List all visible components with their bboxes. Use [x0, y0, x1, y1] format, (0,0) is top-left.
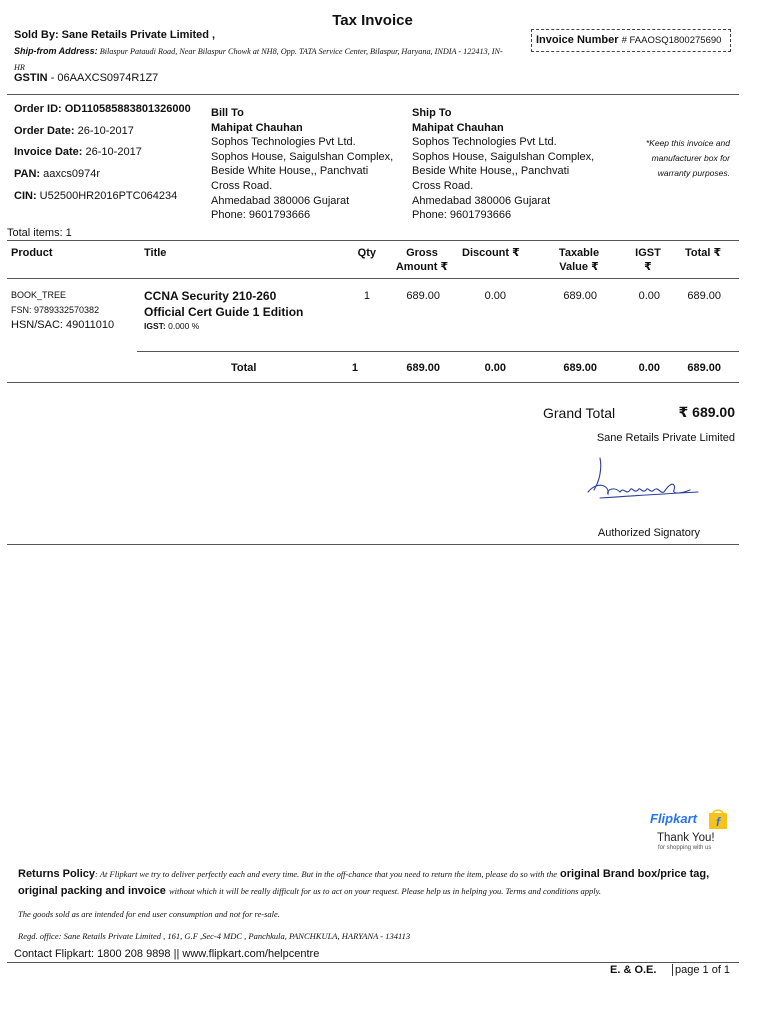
totals-label: Total [231, 362, 257, 374]
total-items: Total items: 1 [7, 227, 72, 239]
col-header-product: Product [11, 247, 53, 259]
totals-total: 689.00 [687, 362, 721, 374]
returns-policy-emphasis: original Brand box/price tag, original packing and invoice [18, 868, 710, 897]
totals-qty: 1 [351, 362, 358, 374]
row-taxable: 689.00 [563, 290, 597, 302]
invoice-date [14, 146, 142, 158]
cin-label: CIN: [14, 190, 37, 202]
col-header-igst-line: IGST [635, 247, 661, 259]
row-igst-rate [144, 321, 199, 331]
invoice-number-box [531, 29, 731, 52]
errors-omissions-excepted: E. & O.E. [610, 964, 657, 976]
warranty-note [600, 136, 730, 181]
returns-policy-text: without which it will be really difficult for us to act on your request. Please help us in helping you. Terms and conditions apply. [168, 886, 602, 896]
registered-office-label: Regd. office: [18, 931, 62, 941]
divider [7, 962, 739, 963]
ship-to-line: Sophos Technologies Pvt Ltd. [412, 136, 557, 149]
row-product: BOOK_TREE [11, 290, 67, 300]
bill-to-line: Sophos House, Saigulshan Complex, [211, 150, 394, 163]
row-title-line-2: Official Cert Guide 1 Edition [144, 305, 304, 319]
totals-igst: 0.00 [638, 362, 660, 374]
col-header-gross-amount [390, 246, 454, 274]
gstin-value: - 06AAXCS0974R1Z7 [50, 72, 159, 84]
col-header-title: Title [144, 247, 167, 259]
grand-total-label: Grand Total [543, 405, 616, 421]
contact-info: Contact Flipkart: 1800 208 9898 || www.flipkart.com/helpcentre [14, 948, 320, 960]
invoice-number-label: Invoice Number [536, 34, 619, 46]
col-header-taxable-line: Taxable [558, 247, 600, 259]
seller-name: Sane Retails Private Limited [596, 432, 735, 444]
authorized-signatory: Authorized Signatory [597, 527, 700, 539]
row-igst-label: IGST: [144, 321, 166, 331]
row-gross: 689.00 [406, 290, 440, 302]
pan [14, 168, 100, 180]
invoice-number-value: # FAAOSQ1800275690 [621, 35, 722, 46]
ship-to-line: Ahmedabad 380006 Gujarat [412, 194, 551, 207]
bill-to-name: Mahipat Chauhan [211, 121, 303, 134]
gstin-label: GSTIN [14, 72, 48, 84]
flipkart-logo [650, 808, 730, 853]
divider [7, 240, 739, 241]
row-total: 689.00 [687, 290, 721, 302]
divider [7, 544, 739, 545]
row-igst-rate-value: 0.000 % [168, 321, 200, 331]
cin [14, 190, 177, 202]
order-id-value: OD110585883801326000 [64, 103, 191, 115]
order-date-label: Order Date: [14, 125, 75, 137]
totals-gross: 689.00 [406, 362, 440, 374]
divider [137, 351, 739, 352]
row-fsn: FSN: 9789332570382 [11, 305, 100, 315]
svg-text:f: f [716, 815, 720, 829]
row-discount: 0.00 [484, 290, 506, 302]
cin-value: U52500HR2016PTC064234 [39, 190, 178, 202]
warranty-note-line: manufacturer box for [651, 153, 730, 163]
bill-to-phone: Phone: 9601793666 [211, 209, 311, 222]
ship-to-line: Cross Road. [412, 179, 474, 192]
ship-to-phone: Phone: 9601793666 [412, 209, 512, 222]
bill-to-line: Cross Road. [211, 179, 273, 192]
registered-office [18, 931, 410, 941]
divider [7, 382, 739, 383]
order-date-value: 26-10-2017 [77, 125, 134, 137]
col-header-qty: Qty [357, 247, 376, 259]
pan-label: PAN: [14, 168, 41, 180]
thank-you-subtext: for shopping with us [658, 845, 712, 851]
registered-office-text: Sane Retails Private Limited , 161, G.F ,Sec-4 MDC , Panchkula, PANCHKULA, HARYANA - 134113 [63, 931, 411, 941]
ship-to-line: Sophos House, Saigulshan Complex, [412, 150, 595, 163]
col-header-gross-line: Amount ₹ [395, 261, 449, 273]
bill-to-heading: Bill To [211, 107, 244, 119]
ship-to-line: Beside White House,, Panchvati [412, 165, 570, 178]
row-igst: 0.00 [638, 290, 660, 302]
divider [7, 278, 739, 279]
ship-from-text: Bilaspur Pataudi Road, Near Bilaspur Chowk at NH8, Opp. TATA Service Center, Bilaspur, Haryana, INDIA - 122413, IN-HR [14, 47, 503, 72]
document-title: Tax Invoice [332, 12, 413, 29]
order-id [14, 103, 191, 115]
ship-to-heading: Ship To [412, 107, 452, 119]
col-header-taxable-line: Value ₹ [559, 261, 599, 273]
col-header-taxable-value [550, 246, 608, 274]
ship-to-name: Mahipat Chauhan [412, 121, 504, 134]
divider [7, 94, 739, 95]
warranty-note-line: *Keep this invoice and [645, 138, 730, 148]
gstin [14, 72, 158, 84]
invoice-date-value: 26-10-2017 [85, 146, 142, 158]
returns-policy [18, 866, 730, 900]
consumption-note: The goods sold as are intended for end user consumption and not for re-sale. [18, 909, 280, 919]
bill-to [211, 106, 393, 223]
row-qty: 1 [363, 290, 370, 302]
ship-to [412, 106, 594, 223]
invoice-date-label: Invoice Date: [14, 146, 83, 158]
col-header-gross-line: Gross [406, 247, 438, 259]
col-header-igst-line: ₹ [644, 261, 652, 273]
flipkart-logo-text: Flipkart [650, 811, 697, 826]
page-number: page 1 of 1 [672, 964, 730, 976]
returns-policy-label: Returns Policy [18, 868, 96, 880]
pan-value: aaxcs0974r [43, 168, 101, 180]
returns-policy-text: : At Flipkart we try to deliver perfectly each and every time. But in the off-chance that you need to return the item, please do so with the [95, 869, 557, 879]
thank-you-text: Thank You! [657, 832, 715, 844]
sold-by: Sold By: Sane Retails Private Limited , [14, 29, 216, 41]
col-header-total: Total ₹ [685, 247, 722, 259]
grand-total-value: ₹ 689.00 [678, 404, 735, 420]
bill-to-line: Ahmedabad 380006 Gujarat [211, 194, 350, 207]
bill-to-line: Sophos Technologies Pvt Ltd. [211, 136, 356, 149]
order-id-label: Order ID: [14, 103, 62, 115]
row-title-line-1: CCNA Security 210-260 [144, 289, 277, 303]
col-header-igst [628, 246, 668, 274]
bill-to-line: Beside White House,, Panchvati [211, 165, 369, 178]
shopping-bag-icon [708, 808, 728, 830]
totals-taxable: 689.00 [563, 362, 597, 374]
signature-image [580, 450, 710, 505]
col-header-discount: Discount ₹ [462, 247, 520, 259]
warranty-note-line: warranty purposes. [657, 168, 730, 178]
ship-from-label: Ship-from Address: [14, 46, 98, 56]
row-hsn: HSN/SAC: 49011010 [11, 319, 115, 331]
order-date [14, 125, 134, 137]
totals-discount: 0.00 [484, 362, 506, 374]
